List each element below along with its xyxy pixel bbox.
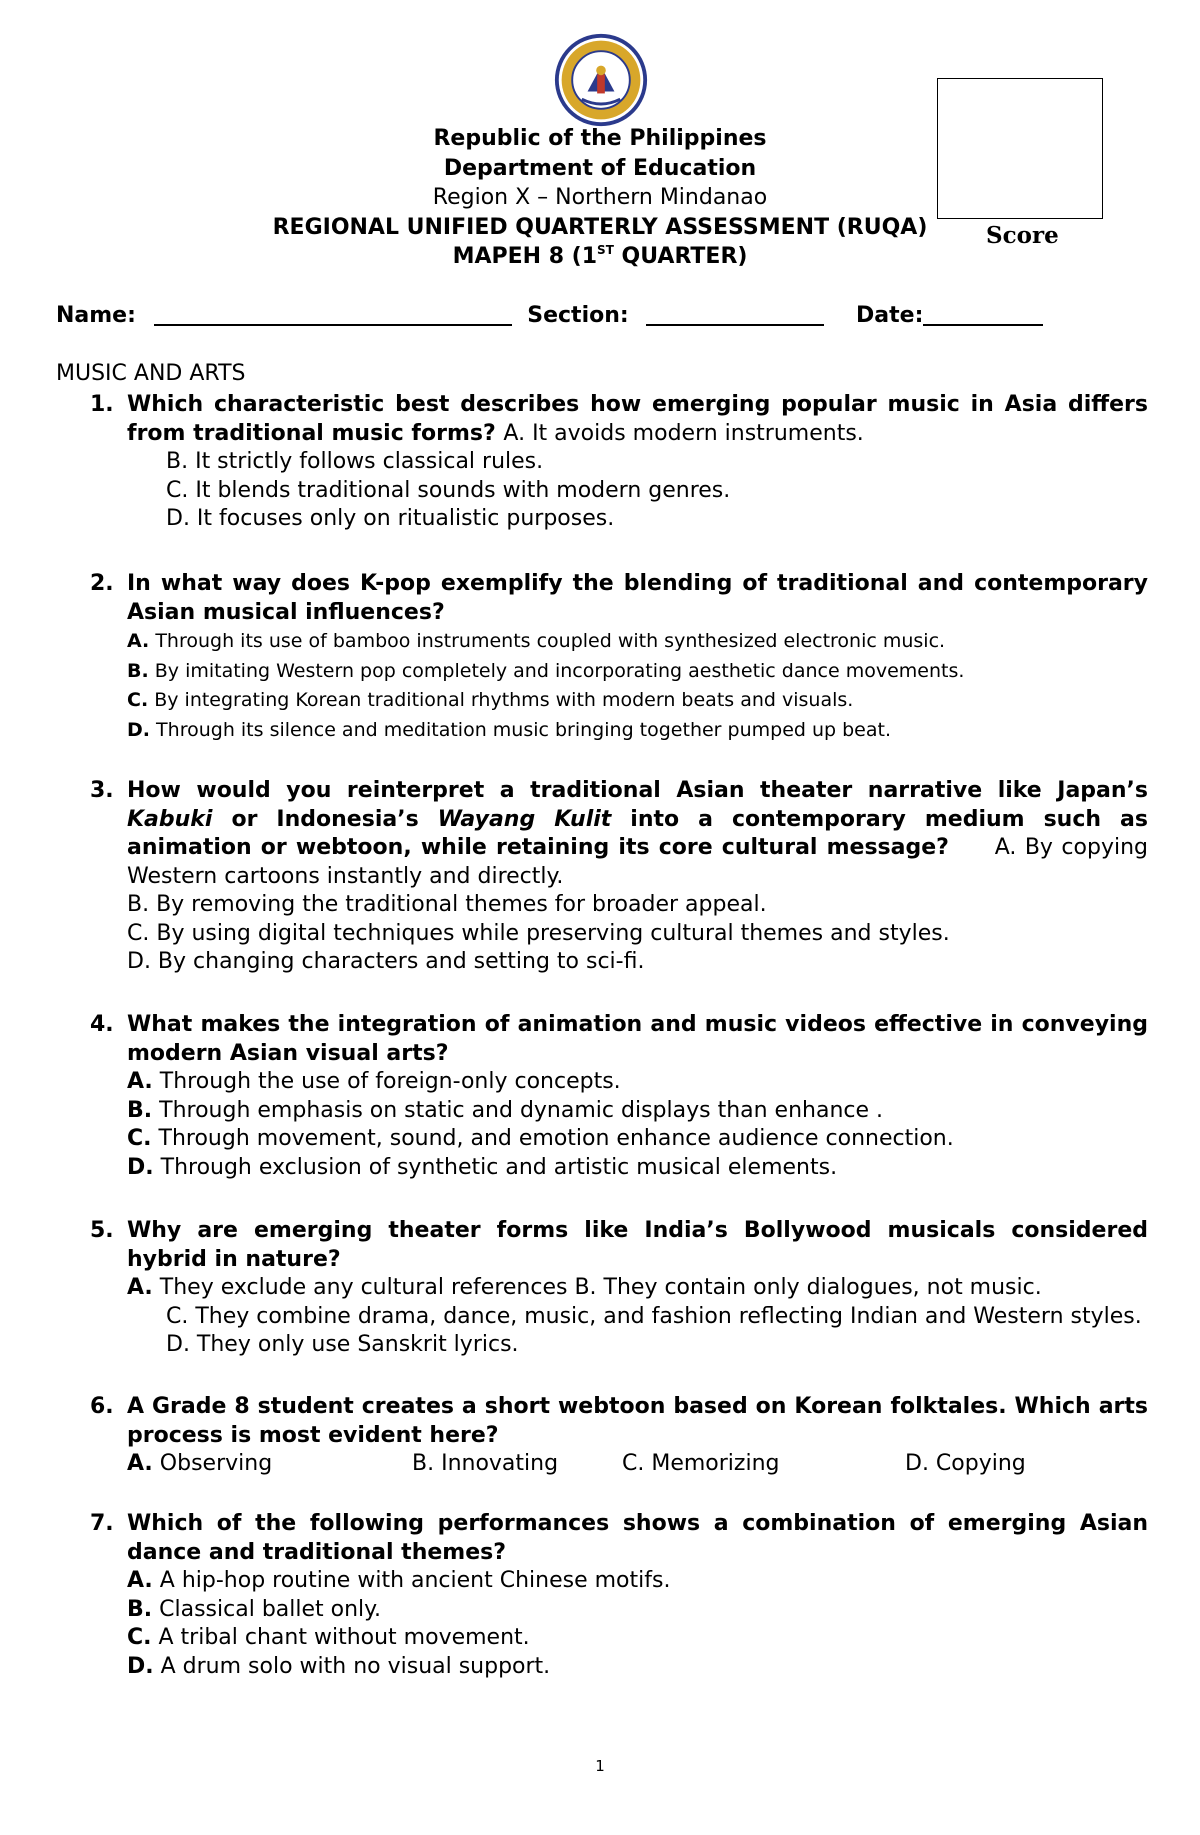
option-c[interactable]: C. Memorizing — [622, 1451, 780, 1476]
assessment-title: REGIONAL UNIFIED QUARTERLY ASSESSMENT (RUQA) — [272, 214, 928, 240]
name-field[interactable] — [154, 302, 512, 326]
question-2-stem: In what way does K-pop exemplify the blending of traditional and contemporary Asian musical influences? — [127, 571, 1148, 625]
option-c[interactable]: C. By using digital techniques while preserving cultural themes and styles. — [127, 920, 950, 946]
option-d[interactable]: D. They only use Sanskrit lyrics. — [166, 1332, 519, 1357]
question-2: 2. In what way does K-pop exemplify the blending of traditional and contemporary Asian musical influences? A. Through its use of bamboo instruments coupled with synthesized electronic music. B. By imitating Western pop completely and incorporating aesthetic dance movements. C. By integrating Korean traditional rhythms with modern beats and visuals. D. Through its silence and meditation music bringing together pumped up beat. — [90, 570, 1148, 745]
question-5-stem: Why are emerging theater forms like India’s Bollywood musicals considered hybrid in nature? — [127, 1218, 1148, 1272]
option-d[interactable]: D. It focuses only on ritualistic purposes. — [166, 506, 615, 531]
option-a[interactable]: A. By copying Western cartoons instantly and directly. — [127, 835, 1148, 889]
student-info-row — [56, 302, 1043, 328]
department-title: Department of Education — [443, 155, 757, 181]
section-label: Section: — [527, 303, 629, 328]
question-4: 4. What makes the integration of animation and music videos effective in conveying modern Asian visual arts? A. Through the use of foreign-only concepts. B. Through emphasis on static and dynamic displays than enhance . C. Through movement, sound, and emotion enhance audience connection. D. Through exclusion of synthetic and artistic musical elements. — [90, 1011, 1148, 1182]
name-label: Name: — [56, 303, 136, 328]
option-b[interactable]: B. By imitating Western pop completely and incorporating aesthetic dance movements. — [127, 659, 965, 682]
option-c[interactable]: C. A tribal chant without movement. — [127, 1625, 530, 1650]
section-field[interactable] — [646, 302, 824, 326]
question-5: 5. Why are emerging theater forms like India’s Bollywood musicals considered hybrid in nature? A. They exclude any cultural references B. They contain only dialogues, not music. C. They combine drama, dance, music, and fashion reflecting Indian and Western styles. D. They only use Sanskrit lyrics. — [90, 1217, 1148, 1360]
option-b[interactable]: B. Classical ballet only. — [127, 1596, 382, 1622]
option-a[interactable]: A. A hip-hop routine with ancient Chinese motifs. — [127, 1568, 671, 1593]
option-b[interactable]: B. Innovating — [412, 1451, 559, 1476]
question-3: 3. How would you reinterpret a traditional Asian theater narrative like Japan’s Kabuki or Indonesia’s Wayang Kulit into a contemporary medium such as animation or webtoon, while retaining its core cultural message? A. By copying Western cartoons instantly and directly. B. By removing the traditional themes for broader appeal. C. By using digital techniques while preserving cultural themes and styles. D. By changing characters and setting to sci-fi. — [90, 777, 1148, 977]
date-field[interactable] — [923, 302, 1043, 326]
option-a[interactable]: A. It avoids modern instruments. — [503, 420, 864, 446]
option-c[interactable]: C. It blends traditional sounds with modern genres. — [166, 477, 731, 503]
question-4-stem: What makes the integration of animation and music videos effective in conveying modern Asian visual arts? — [127, 1012, 1148, 1066]
option-d[interactable]: D. Copying — [905, 1451, 1026, 1476]
question-7: 7. Which of the following performances shows a combination of emerging Asian dance and traditional themes? A. A hip-hop routine with ancient Chinese motifs. B. Classical ballet only. C. A tribal chant without movement. D. A drum solo with no visual support. — [90, 1510, 1148, 1681]
question-1: 1. Which characteristic best describes how emerging popular music in Asia differs from traditional music forms? A. It avoids modern instruments. B. It strictly follows classical rules. C. It blends traditional sounds with modern genres. D. It focuses only on ritualistic purposes. — [90, 391, 1148, 534]
option-b[interactable]: B. It strictly follows classical rules. — [166, 449, 544, 474]
question-6-stem: A Grade 8 student creates a short webtoon based on Korean folktales. Which arts process is most evident here? — [127, 1394, 1148, 1448]
option-a[interactable]: A. Through its use of bamboo instruments coupled with synthesized electronic music. — [127, 630, 946, 652]
option-b[interactable]: B. Through emphasis on static and dynamic displays than enhance . — [127, 1097, 884, 1123]
section-title: MUSIC AND ARTS — [56, 361, 246, 386]
subject-title: MAPEH 8 (1ST QUARTER) — [452, 243, 748, 269]
document-header — [0, 124, 1200, 272]
option-b[interactable]: B. By removing the traditional themes for broader appeal. — [127, 892, 767, 917]
option-d[interactable]: D. A drum solo with no visual support. — [127, 1653, 551, 1679]
option-d[interactable]: D. Through its silence and meditation music bringing together pumped up beat. — [127, 718, 892, 741]
option-d[interactable]: D. Through exclusion of synthetic and artistic musical elements. — [127, 1154, 838, 1180]
question-1-stem: Which characteristic best describes how emerging popular music in Asia differs from traditional music forms? A. It avoids modern instruments. — [127, 392, 1148, 446]
question-6: 6. A Grade 8 student creates a short webtoon based on Korean folktales. Which arts process is most evident here? A. Observing B. Innovating C. Memorizing D. Copying — [90, 1393, 1148, 1478]
date-label: Date: — [856, 303, 924, 328]
deped-seal-logo — [553, 32, 649, 128]
option-c[interactable]: C. They combine drama, dance, music, and fashion reflecting Indian and Western styles. — [166, 1303, 1142, 1329]
option-c[interactable]: C. Through movement, sound, and emotion enhance audience connection. — [127, 1126, 954, 1151]
region-title: Region X – Northern Mindanao — [432, 185, 768, 210]
question-6-options — [127, 1450, 1148, 1478]
republic-title: Republic of the Philippines — [433, 126, 767, 151]
page-number: 1 — [595, 1757, 605, 1775]
option-c[interactable]: C. By integrating Korean traditional rhythms with modern beats and visuals. — [127, 689, 854, 711]
question-7-stem: Which of the following performances shows a combination of emerging Asian dance and traditional themes? — [127, 1511, 1148, 1565]
option-a[interactable]: A. Through the use of foreign-only concepts. — [127, 1069, 621, 1094]
score-label: Score — [986, 222, 1059, 249]
question-3-stem: How would you reinterpret a traditional Asian theater narrative like Japan’s Kabuki or Indonesia’s Wayang Kulit into a contemporary medium such as animation or webtoon, while retaining its core cultural message? A. By copying Western cartoons instantly and directly. — [127, 778, 1148, 889]
option-a-b[interactable]: A. They exclude any cultural references B. They contain only dialogues, not music. — [127, 1275, 1042, 1300]
option-a[interactable]: A. Observing — [127, 1451, 273, 1476]
option-d[interactable]: D. By changing characters and setting to sci-fi. — [127, 949, 645, 974]
